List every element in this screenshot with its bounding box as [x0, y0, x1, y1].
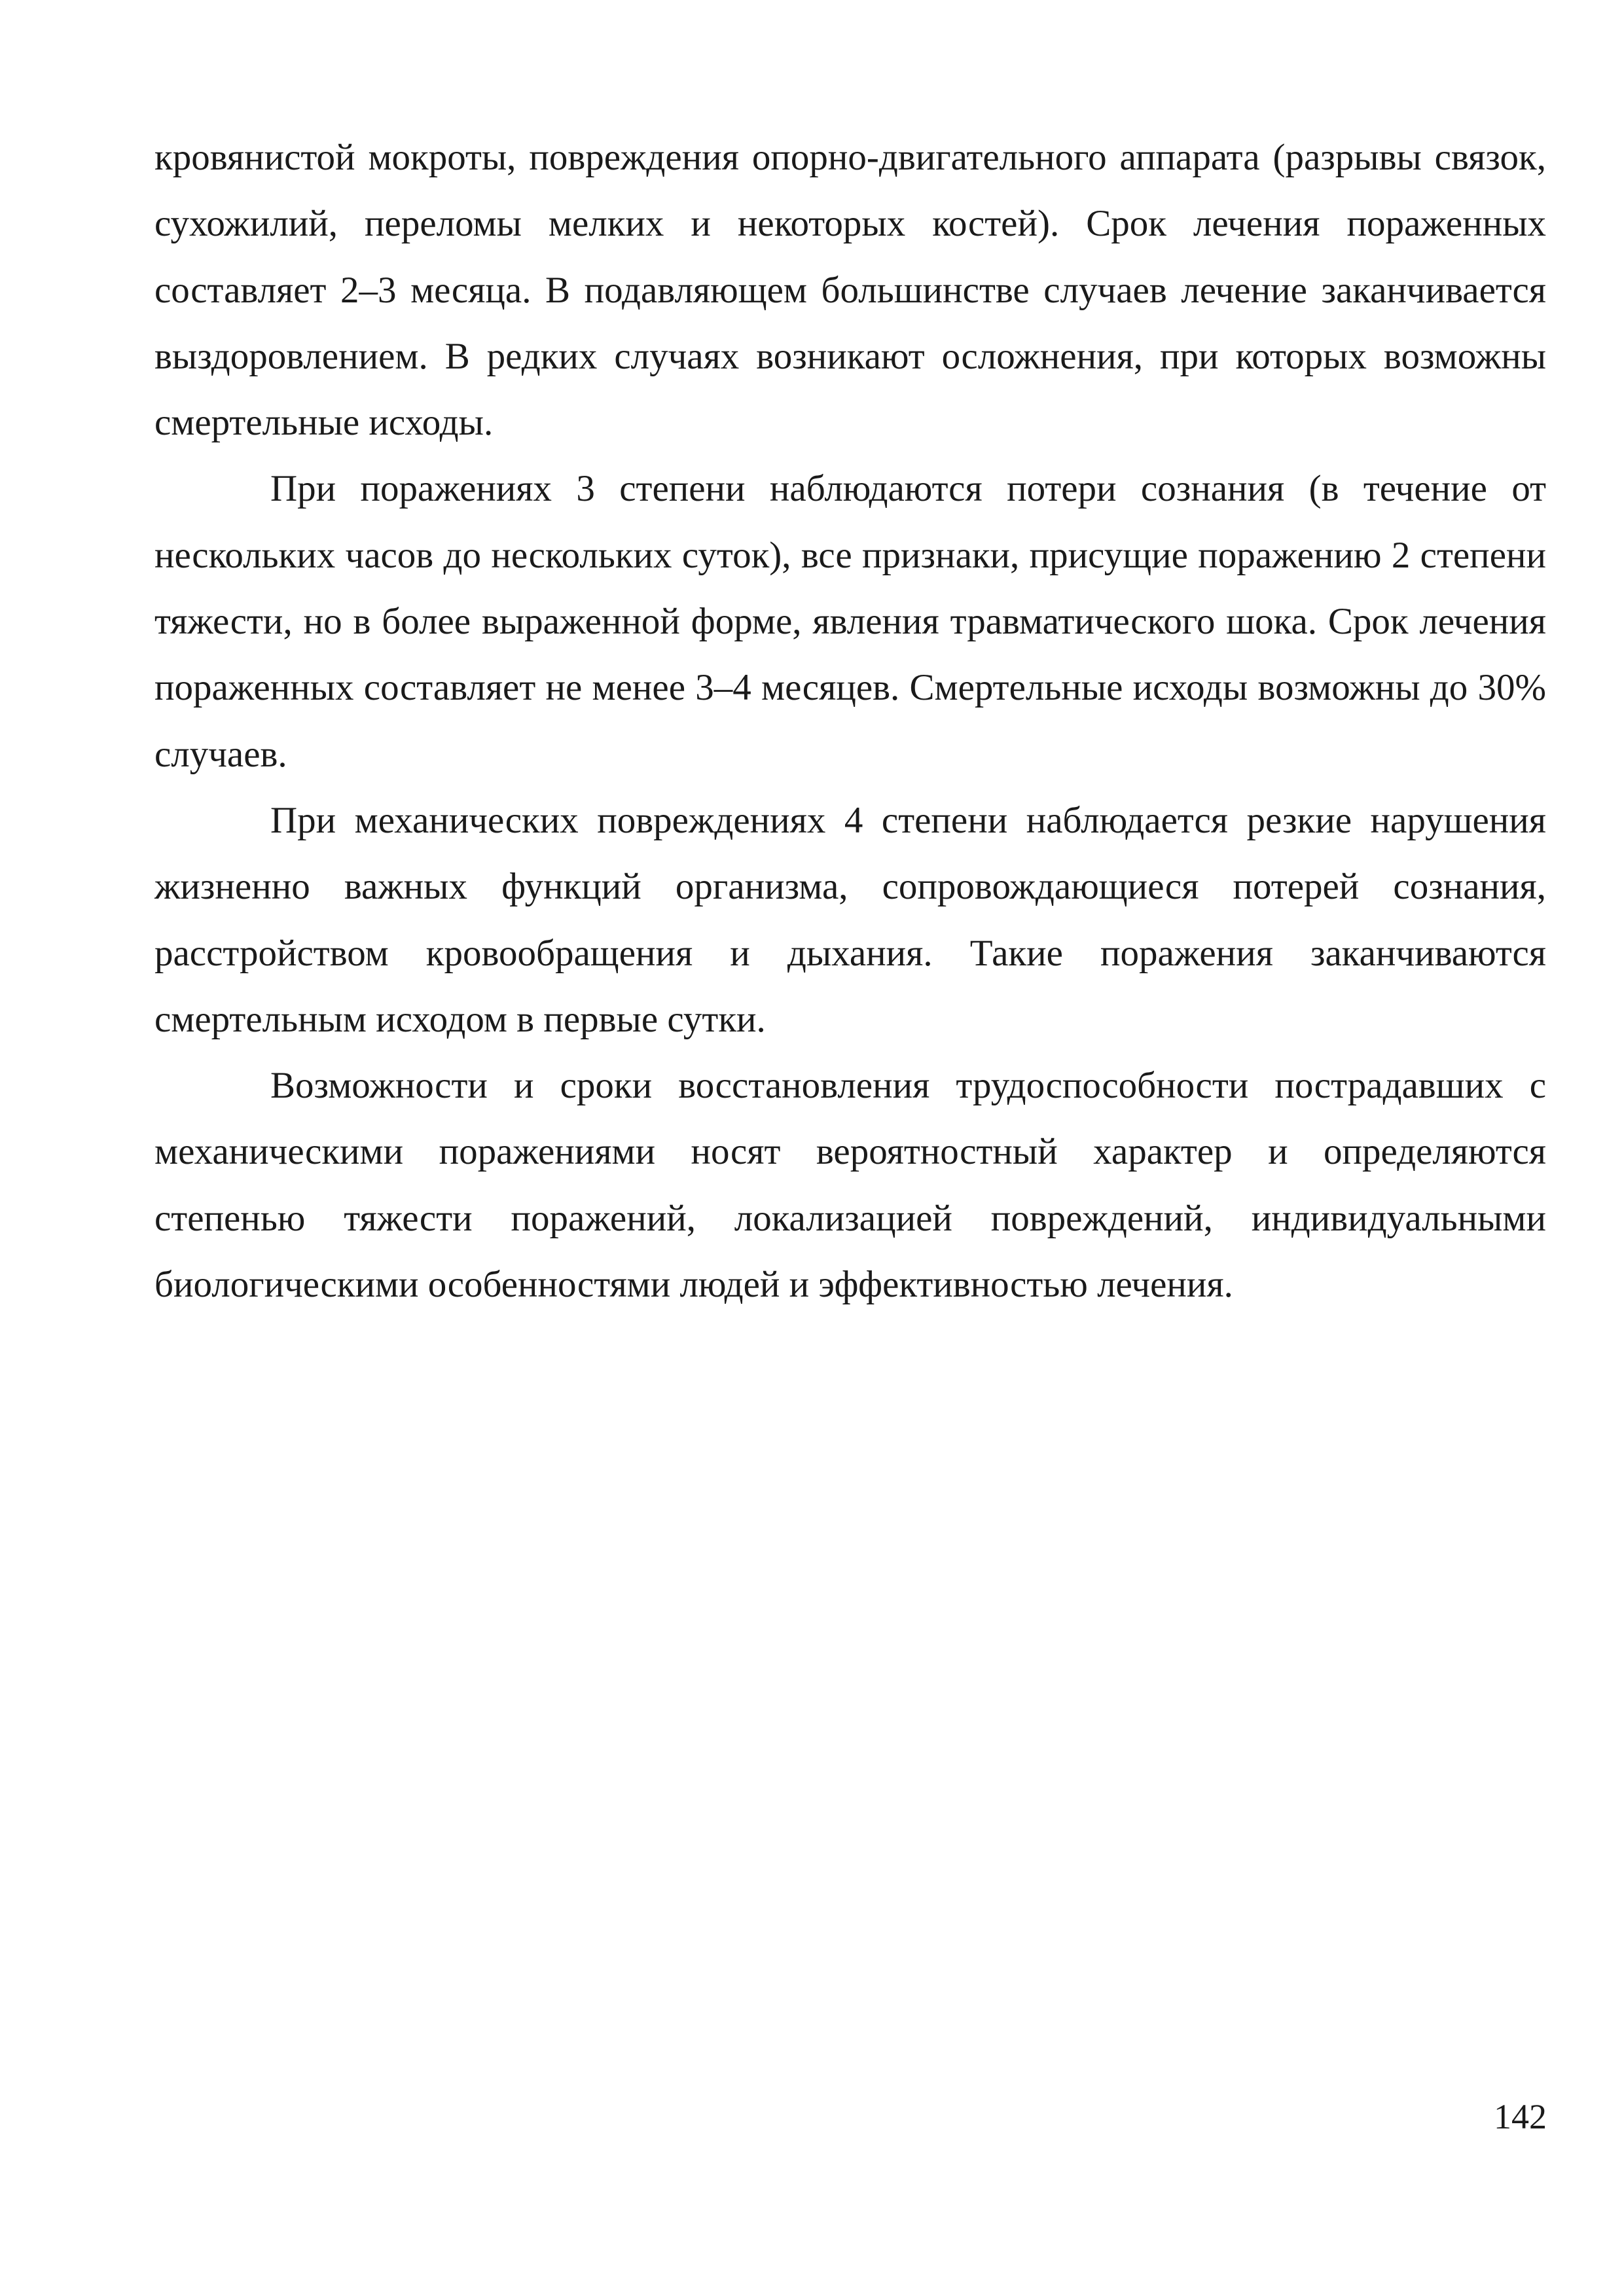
- paragraph-continuation: кровянистой мокроты, повреждения опорно-двигательного аппарата (разрывы связок, сухожилий, переломы мелких и некоторых костей). Срок лечения пораженных составляет 2–3 месяца. В подавляющем большинстве случаев лечение заканчивается выздоровлением. В редких случаях возникают осложнения, при которых возможны смертельные исходы.: [154, 137, 1546, 444]
- paragraph-degree-4: При механических повреждениях 4 степени наблюдается резкие нарушения жизненно важных функций организма, сопровождающиеся потерей сознания, расстройством кровообращения и дыхания. Такие поражения заканчиваются смертельным исходом в первые сутки.: [154, 799, 1546, 1040]
- paragraph-degree-3: При поражениях 3 степени наблюдаются потери сознания (в течение от нескольких часов до нескольких суток), все признаки, присущие поражению 2 степени тяжести, но в более выраженной форме, явления травматического шока. Срок лечения пораженных составляет не менее 3–4 месяцев. Смертельные исходы возможны до 30% случаев.: [154, 468, 1546, 775]
- paragraph-recovery: Возможности и сроки восстановления трудоспособности пострадавших с механическими поражениями носят вероятностный характер и определяются степенью тяжести поражений, локализацией повреждений, индивидуальными биологическими особенностями людей и эффективностью лечения.: [154, 1065, 1546, 1306]
- page-number: 142: [1494, 2097, 1547, 2136]
- body-text: [154, 124, 1546, 1318]
